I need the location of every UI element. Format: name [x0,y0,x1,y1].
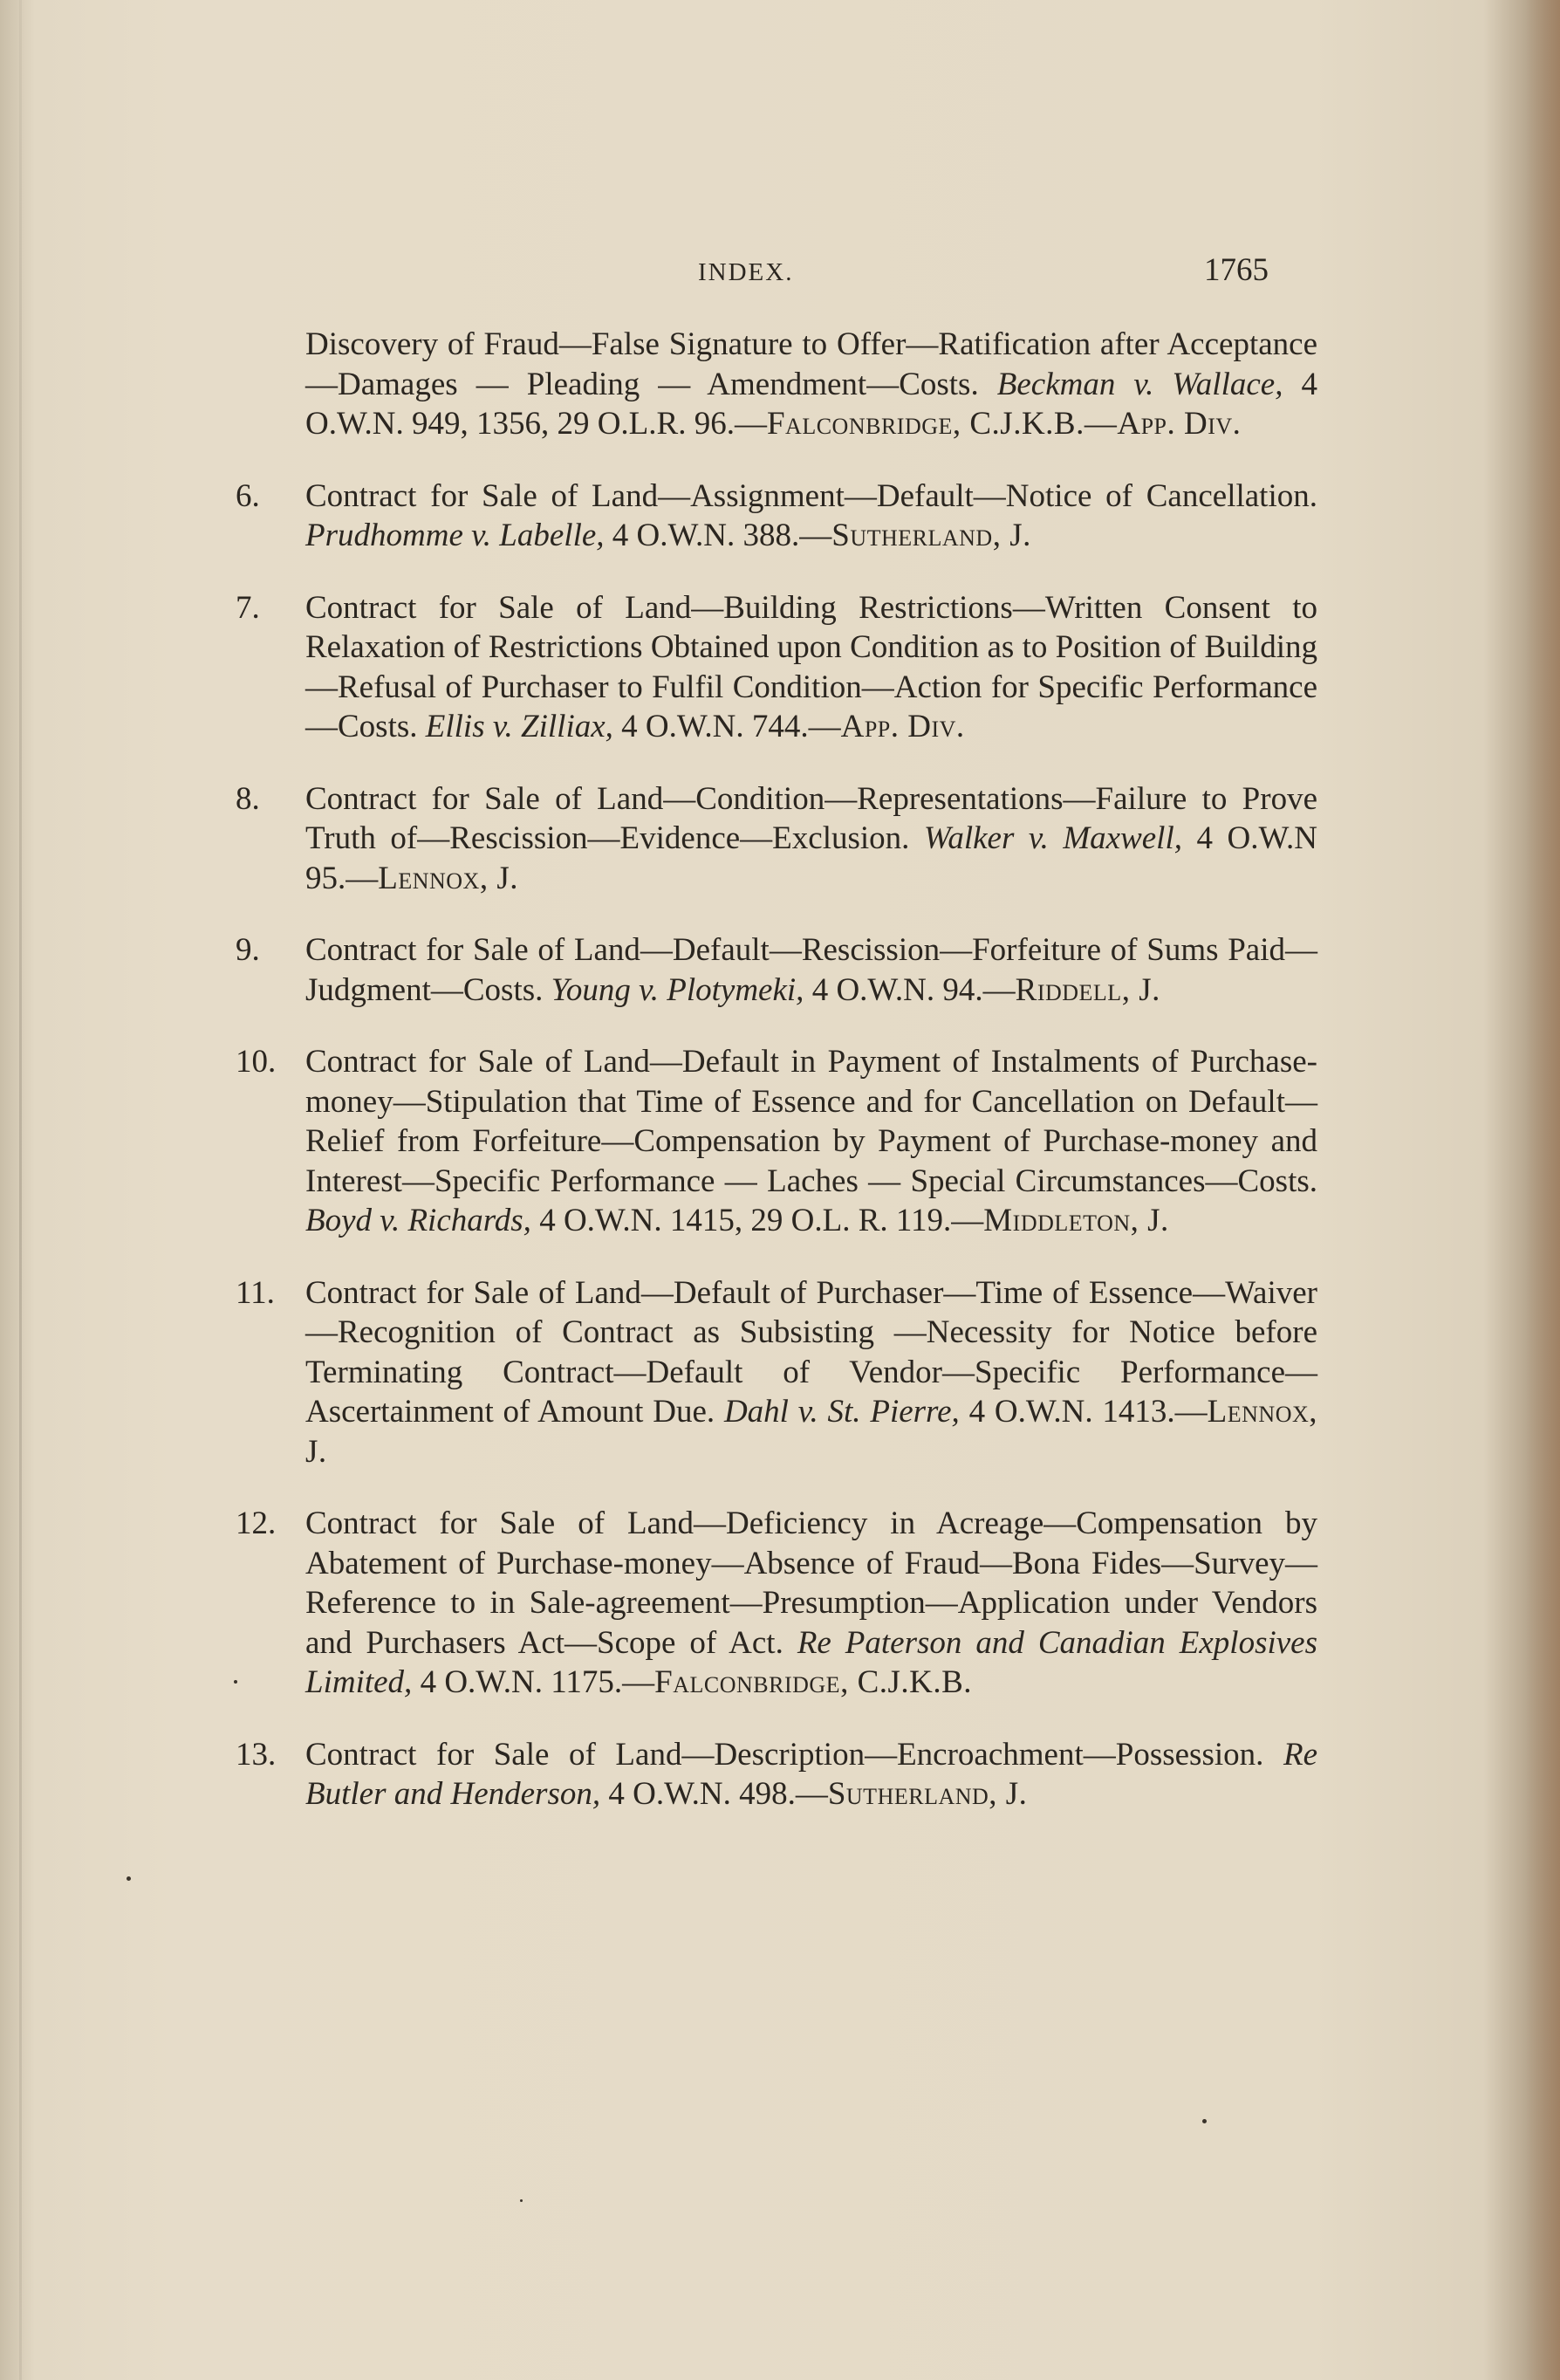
case-name: Young v. Plotymeki, [551,971,804,1008]
judge-name: Sutherland, J. [831,518,1031,553]
judge-name: Falconbridge, C.J.K.B.—App. Div. [766,406,1242,442]
case-name: Beckman v. Wallace, [996,366,1283,402]
index-entries [236,325,1317,1835]
citation: 4 O.W.N. 388.— [604,518,832,553]
running-head: INDEX. [698,258,794,286]
index-entry [236,588,1317,747]
entry-number: 6. [236,477,260,514]
paper-speck [1202,2119,1207,2123]
entry-topic: Contract for Sale of Land—Description—Encroachment—Possession. [305,1736,1283,1773]
judge-name: Falconbridge, C.J.K.B. [654,1664,973,1700]
case-name: Prudhomme v. Labelle, [305,518,605,553]
judge-name: App. Div. [840,709,965,744]
index-entry [236,1735,1317,1814]
index-entry [236,1273,1317,1472]
index-entry [236,1504,1317,1703]
judge-name: Sutherland, J. [827,1776,1028,1812]
case-name: Re Paterson and Canadian Explosives Limited, [305,1624,1317,1700]
entry-topic: Contract for Sale of Land—Building Restrictions—Written Consent to Relaxation of Restrictions Obtained upon Condition as to Position of Building—Refusal of Purchaser to Fulfil Condition—Action for Specific Performance—Costs. [305,589,1317,744]
index-entry-continued [236,325,1317,444]
citation: 4 O.W.N. 949, 1356, 29 O.L.R. 96.— [305,366,1317,442]
binding-gutter [19,0,22,2380]
paper-speck [127,1876,131,1881]
judge-name: Middleton, J. [983,1203,1169,1238]
index-entry [236,779,1317,899]
judge-name: Lennox, J. [378,860,518,896]
case-name: Walker v. Maxwell, [923,820,1182,856]
index-entry [236,930,1317,1010]
paper-speck [234,1680,237,1684]
page-header [0,251,1560,295]
entry-topic: Contract for Sale of Land—Deficiency in Acreage—Compensation by Abatement of Purchase-money—Absence of Fraud—Bona Fides—Survey—Reference to in Sale-agreement—Presumption—Application under Vendors and Purchasers Act—Scope of Act. [305,1506,1317,1661]
page-number: 1765 [1204,252,1269,288]
entry-topic: Discovery of Fraud—False Signature to Offer—Ratification after Acceptance—Damages — Pleading — Amendment—Costs. [305,326,1317,402]
entry-number: 8. [236,780,260,817]
citation: 4 O.W.N. 1175.— [412,1664,655,1700]
entry-topic: Contract for Sale of Land—Default of Purchaser—Time of Essence—Waiver—Recognition of Contract as Subsisting —Necessity for Notice before Terminating Contract—Default of Vendor—Specific Performance—Ascertainment of Amount Due. [305,1274,1317,1430]
citation: 4 O.W.N. 94.— [804,971,1016,1008]
entry-topic: Contract for Sale of Land—Condition—Representations—Failure to Prove Truth of—Rescission—Evidence—Exclusion. [305,780,1317,856]
citation: 4 O.W.N. 744.— [612,709,841,744]
page-edge [1525,0,1560,2380]
citation: 4 O.W.N 95.— [305,820,1318,896]
entry-number: 13. [236,1736,277,1773]
entry-number: 9. [236,932,260,968]
entry-number: 11. [236,1274,275,1311]
entry-number: 12. [236,1506,277,1541]
index-entry [236,477,1317,556]
judge-name: Riddell, J. [1015,971,1160,1008]
paper-speck [520,2199,523,2202]
case-name: Ellis v. Zilliax, [425,709,613,744]
citation: 4 O.W.N. 498.— [600,1776,828,1812]
judge-name: Lennox, J. [305,1394,1317,1470]
entry-topic: Contract for Sale of Land—Assignment—Default—Notice of Cancellation. [305,477,1317,514]
entry-number: 7. [236,589,260,626]
entry-topic: Contract for Sale of Land—Default in Payment of Instalments of Purchase-money—Stipulation that Time of Essence and for Cancellation on Default—Relief from Forfeiture—Compensation by Payment of Purchase-money and Interest—Specific Performance — Laches — Special Circumstances—Costs. [305,1044,1317,1199]
citation: 4 O.W.N. 1415, 29 O.L. R. 119.— [530,1203,984,1238]
case-name: Dahl v. St. Pierre, [723,1394,960,1430]
case-name: Boyd v. Richards, [305,1203,531,1238]
citation: 4 O.W.N. 1413.— [959,1394,1208,1430]
index-entry [236,1042,1317,1241]
entry-number: 10. [236,1044,277,1080]
entry-topic: Contract for Sale of Land—Default—Rescission—Forfeiture of Sums Paid—Judgment—Costs. [305,932,1317,1008]
case-name: Re Butler and Henderson, [305,1736,1317,1812]
